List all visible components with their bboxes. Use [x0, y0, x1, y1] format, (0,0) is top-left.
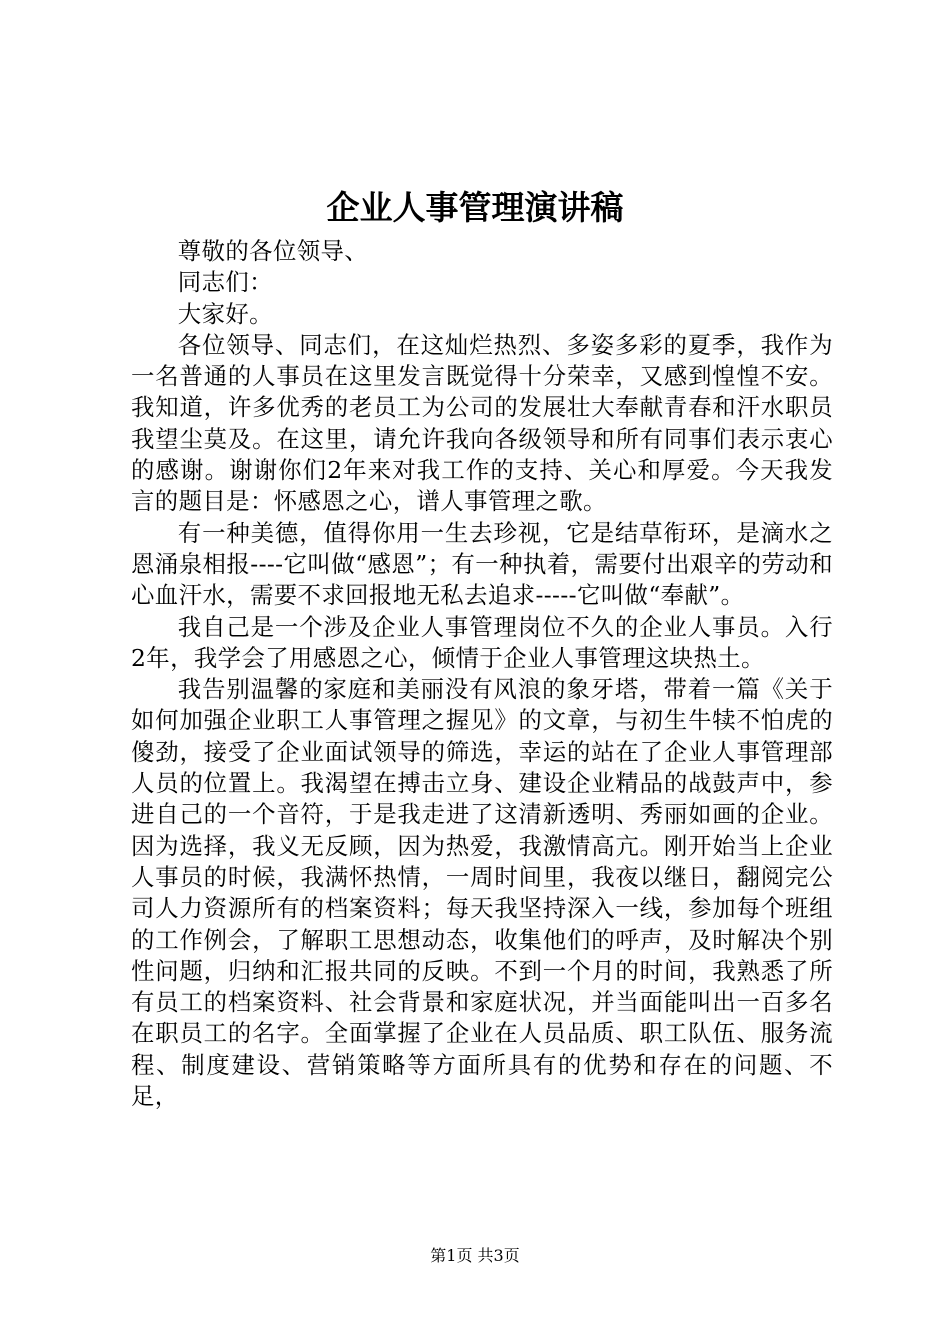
salutation-line-2: 同志们：: [177, 268, 273, 297]
body-paragraph: 有一种美德，值得你用一生去珍视，它是结草衔环，是滴水之恩涌泉相报----它叫做“感恩”；有一种执着，需要付出艰辛的劳动和心血汗水，需要不求回报地无私去追求-----它叫做“奉献”。: [131, 518, 833, 610]
document-title: 企业人事管理演讲稿: [326, 188, 624, 227]
body-paragraph: 我告别温馨的家庭和美丽没有风浪的象牙塔，带着一篇《关于如何加强企业职工人事管理之握见》的文章，与初生牛犊不怕虎的傻劲，接受了企业面试领导的筛选，幸运的站在了企业人事管理部人员的位置上。我渴望在搏击立身、建设企业精品的战鼓声中，参进自己的一个音符，于是我走进了这清新透明、秀丽如画的企业。因为选择，我义无反顾，因为热爱，我激情高亢。刚开始当上企业人事员的时候，我满怀热情，一周时间里，我夜以继日，翻阅完公司人力资源所有的档案资料；每天我坚持深入一线，参加每个班组的工作例会，了解职工思想动态，收集他们的呼声，及时解决个别性问题，归纳和汇报共同的反映。不到一个月的时间，我熟悉了所有员工的档案资料、社会背景和家庭状况，并当面能叫出一百多名在职员工的名字。全面掌握了企业在人员品质、职工队伍、服务流程、制度建设、营销策略等方面所具有的优势和存在的问题、不足，: [131, 675, 833, 1111]
body-paragraph: 各位领导、同志们，在这灿烂热烈、多姿多彩的夏季，我作为一名普通的人事员在这里发言既觉得十分荣幸，又感到惶惶不安。我知道，许多优秀的老员工为公司的发展壮大奉献青春和汗水职员我望尘莫及。在这里，请允许我向各级领导和所有同事们表示衷心的感谢。谢谢你们2年来对我工作的支持、关心和厚爱。今天我发言的题目是：怀感恩之心，谱人事管理之歌。: [131, 330, 833, 516]
salutation-line-1: 尊敬的各位领导、: [177, 237, 369, 265]
page-footer: 第1页 共3页: [430, 1246, 520, 1265]
greeting-line: 大家好。: [177, 299, 273, 328]
body-paragraph: 我自己是一个涉及企业人事管理岗位不久的企业人事员。入行2年，我学会了用感恩之心，倾情于企业人事管理这块热土。: [131, 612, 833, 672]
document-body: [131, 236, 833, 1112]
